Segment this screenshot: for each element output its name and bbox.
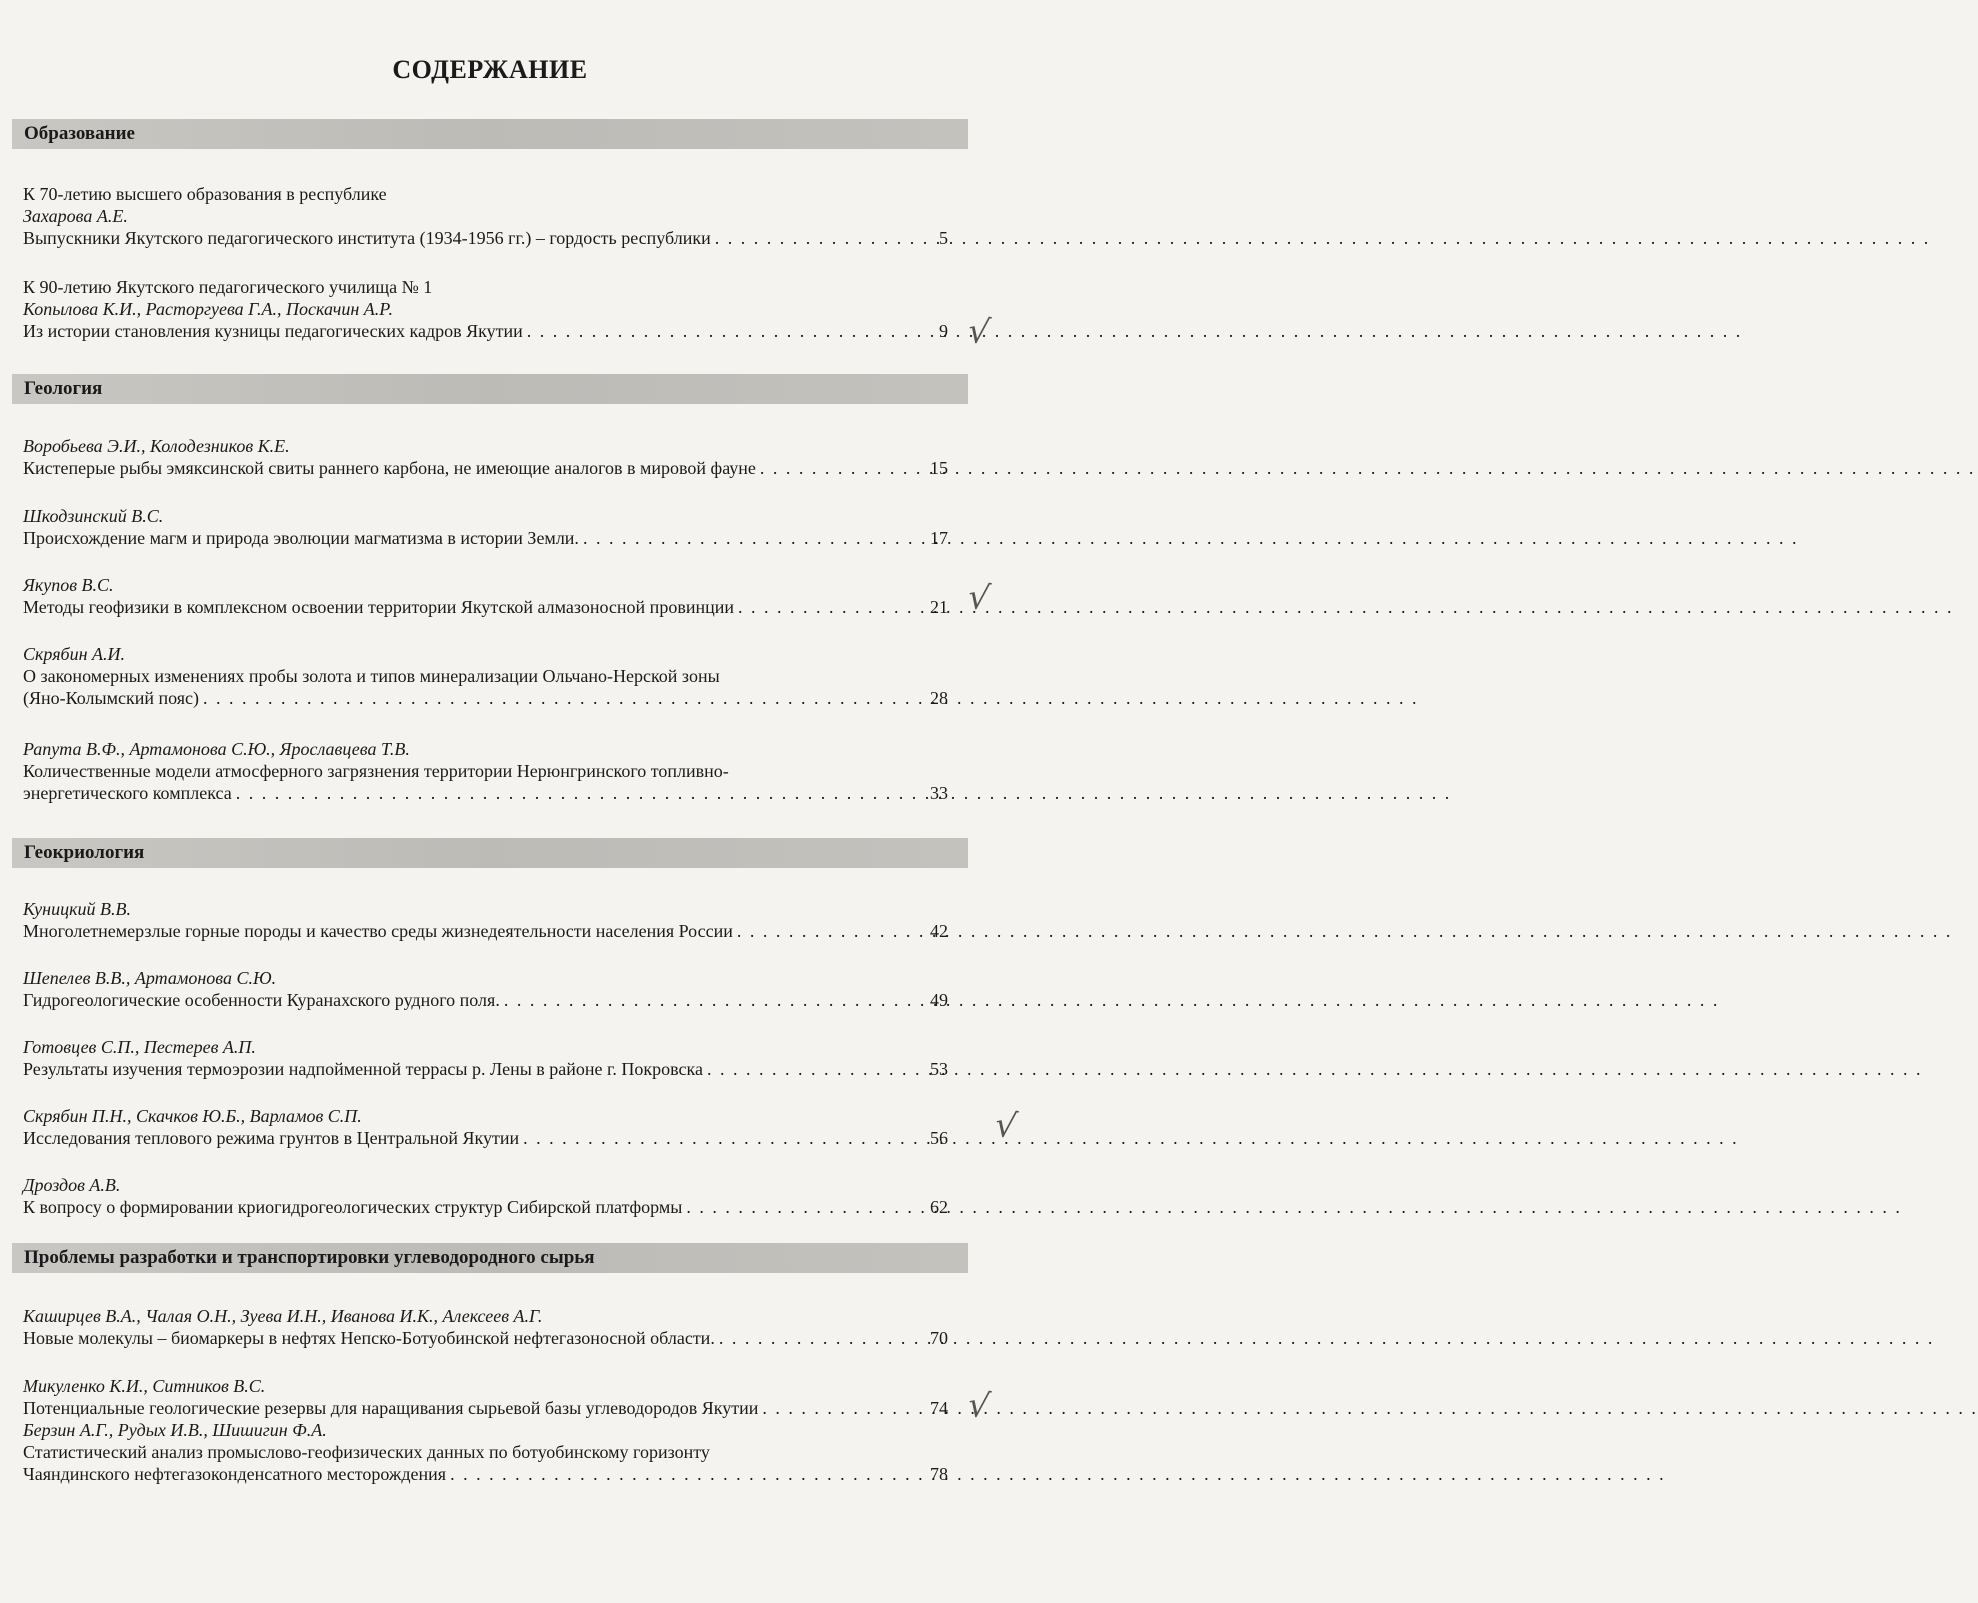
entry-title: Новые молекулы – биомаркеры в нефтях Непско-Ботуобинской нефтегазоносной области. — [23, 1328, 715, 1348]
entry-title: Кистеперые рыбы эмяксинской свиты раннего карбона, не имеющие аналогов в мировой фауне — [23, 458, 756, 478]
leader-dots — [686, 1196, 912, 1218]
page-title: СОДЕРЖАНИЕ — [392, 55, 588, 84]
section-header-geology: Геология — [12, 374, 968, 404]
leader-dots — [738, 596, 912, 618]
entry-authors: Куницкий В.В. — [23, 899, 132, 919]
leader-dots — [715, 227, 912, 249]
toc-entry — [23, 1375, 948, 1419]
section-header-geocryology: Геокриология — [12, 838, 968, 868]
entry-title-row — [23, 782, 948, 804]
entry-title: Происхождение магм и природа эволюции магматизма в истории Земли. — [23, 528, 579, 548]
entry-title-row — [23, 1058, 948, 1080]
entry-title: О закономерных изменениях пробы золота и типов минерализации Ольчано-Нерской зоны — [23, 666, 720, 686]
entry-authors: Берзин А.Г., Рудых И.В., Шишигин Ф.А. — [23, 1420, 327, 1440]
entry-title-row — [23, 527, 948, 549]
toc-entry — [23, 505, 948, 549]
toc-entry — [23, 435, 948, 479]
page-number: 70 — [930, 1328, 948, 1348]
handwritten-check-mark: √ — [965, 1384, 993, 1428]
entry-heading: К 70-летию высшего образования в республике — [23, 184, 387, 204]
entry-title: Исследования теплового режима грунтов в Центральной Якутии — [23, 1128, 520, 1148]
entry-authors: Захарова А.Е. — [23, 206, 128, 226]
entry-title: К вопросу о формировании криогидрогеологических структур Сибирской платформы — [23, 1197, 683, 1217]
entry-title-row — [23, 1463, 948, 1485]
entry-title-row — [23, 1327, 948, 1349]
toc-entry — [23, 1305, 948, 1349]
toc-entry — [23, 574, 948, 618]
leader-dots — [762, 1397, 912, 1419]
entry-title-row — [23, 1397, 948, 1419]
leader-dots — [760, 457, 912, 479]
page-number: 28 — [930, 688, 948, 708]
page-number: 9 — [939, 321, 948, 341]
toc-entry — [23, 967, 948, 1011]
entry-title: Гидрогеологические особенности Куранахского рудного поля. — [23, 990, 500, 1010]
entry-title: Выпускники Якутского педагогического института (1934-1956 гг.) – гордость республики — [23, 228, 711, 248]
toc-entry — [23, 1105, 948, 1149]
entry-title: Статистический анализ промыслово-геофизических данных по ботуобинскому горизонту — [23, 1442, 710, 1462]
page-number: 17 — [930, 528, 948, 548]
leader-dots — [504, 989, 912, 1011]
page-number: 78 — [930, 1464, 948, 1484]
toc-entry — [23, 1419, 948, 1485]
entry-authors: Шкодзинский В.С. — [23, 506, 164, 526]
entry-authors: Каширцев В.А., Чалая О.Н., Зуева И.Н., Иванова И.К., Алексеев А.Г. — [23, 1306, 543, 1326]
page-number: 5 — [939, 228, 948, 248]
handwritten-check-mark: √ — [992, 1104, 1020, 1148]
entry-title-continued: энергетического комплекса — [23, 783, 232, 803]
entry-title-row — [23, 989, 948, 1011]
handwritten-check-mark: √ — [965, 576, 993, 620]
entry-title-row — [23, 1127, 948, 1149]
entry-title-row — [23, 596, 948, 618]
toc-entry — [23, 276, 948, 342]
page-number: 21 — [930, 597, 948, 617]
entry-title-row — [23, 920, 948, 942]
entry-title: Потенциальные геологические резервы для наращивания сырьевой базы углеводородов Якутии — [23, 1398, 759, 1418]
toc-entry — [23, 898, 948, 942]
toc-entry — [23, 1174, 948, 1218]
entry-title: Методы геофизики в комплексном освоении территории Якутской алмазоносной провинции — [23, 597, 734, 617]
entry-title: Из истории становления кузницы педагогических кадров Якутии — [23, 321, 523, 341]
page-number: 42 — [930, 921, 948, 941]
page-number: 33 — [930, 783, 948, 803]
leader-dots — [527, 320, 912, 342]
entry-title-row — [23, 1196, 948, 1218]
page-number: 15 — [930, 458, 948, 478]
section-header-hydrocarbons: Проблемы разработки и транспортировки углеводородного сырья — [12, 1243, 968, 1273]
entry-heading: К 90-летию Якутского педагогического училища № 1 — [23, 277, 433, 297]
entry-title-row — [23, 687, 948, 709]
entry-authors: Воробьева Э.И., Колодезников К.Е. — [23, 436, 290, 456]
section-header-education: Образование — [12, 119, 968, 149]
leader-dots — [450, 1463, 912, 1485]
toc-entry — [23, 643, 948, 709]
page-number: 56 — [930, 1128, 948, 1148]
entry-authors: Дроздов А.В. — [23, 1175, 121, 1195]
toc-entry — [23, 738, 948, 804]
entry-authors: Микуленко К.И., Ситников В.С. — [23, 1376, 266, 1396]
entry-title-row — [23, 227, 948, 249]
entry-title-row — [23, 457, 948, 479]
leader-dots — [719, 1327, 912, 1349]
entry-authors: Скрябин П.Н., Скачков Ю.Б., Варламов С.П. — [23, 1106, 362, 1126]
entry-authors: Скрябин А.И. — [23, 644, 126, 664]
toc-entry — [23, 183, 948, 249]
entry-title: Количественные модели атмосферного загрязнения территории Нерюнгринского топливно- — [23, 761, 729, 781]
page-number: 49 — [930, 990, 948, 1010]
page-number: 74 — [930, 1398, 948, 1418]
entry-authors: Якупов В.С. — [23, 575, 114, 595]
toc-entry — [23, 1036, 948, 1080]
leader-dots — [707, 1058, 912, 1080]
entry-title: Многолетнемерзлые горные породы и качество среды жизнедеятельности населения России — [23, 921, 733, 941]
page-number: 62 — [930, 1197, 948, 1217]
leader-dots — [737, 920, 912, 942]
handwritten-check-mark: √ — [965, 310, 993, 354]
entry-title-continued: Чаяндинского нефтегазоконденсатного месторождения — [23, 1464, 447, 1484]
entry-authors: Рапута В.Ф., Артамонова С.Ю., Ярославцева Т.В. — [23, 739, 410, 759]
leader-dots — [583, 527, 912, 549]
entry-title-row — [23, 320, 948, 342]
leader-dots — [523, 1127, 912, 1149]
entry-title-continued: (Яно-Колымский пояс) — [23, 688, 200, 708]
entry-authors: Копылова К.И., Расторгуева Г.А., Поскачин А.Р. — [23, 299, 393, 319]
leader-dots — [236, 782, 912, 804]
leader-dots — [203, 687, 912, 709]
entry-authors: Готовцев С.П., Пестерев А.П. — [23, 1037, 256, 1057]
entry-title: Результаты изучения термоэрозии надпойменной террасы р. Лены в районе г. Покровска — [23, 1059, 703, 1079]
page-number: 53 — [930, 1059, 948, 1079]
entry-authors: Шепелев В.В., Артамонова С.Ю. — [23, 968, 277, 988]
